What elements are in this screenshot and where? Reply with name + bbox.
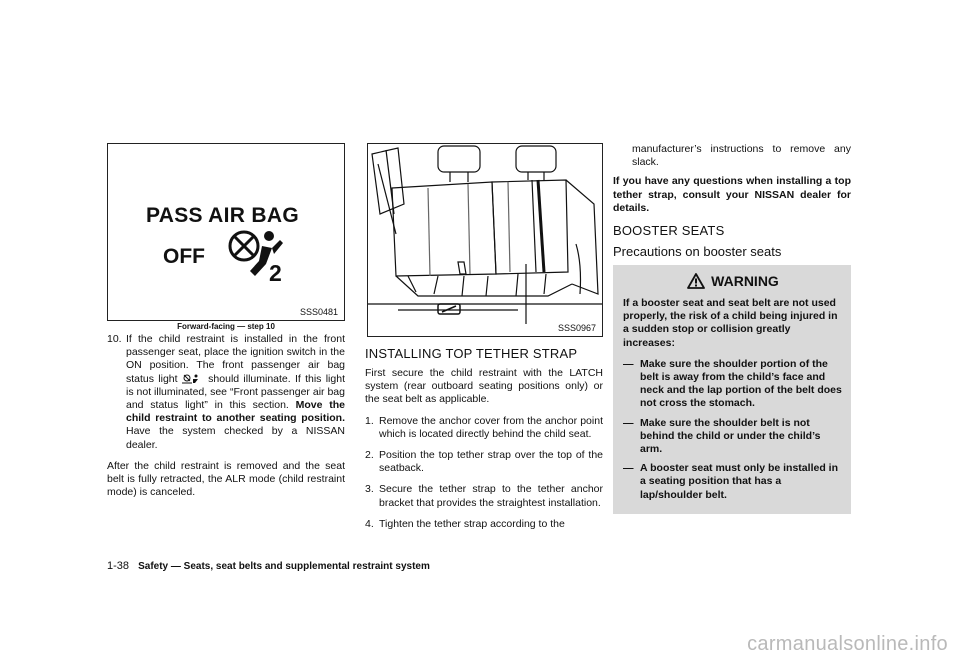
icon-number: 2 — [269, 260, 282, 286]
subheading-precautions: Precautions on booster seats — [613, 244, 782, 260]
list-item — [623, 358, 843, 411]
dash-marker: — — [623, 462, 634, 475]
list-item — [365, 483, 603, 509]
page-footer — [107, 560, 430, 572]
list-item — [623, 462, 843, 502]
rear-seat-illustration — [368, 144, 603, 337]
step-10-text-b: should illuminate. If this light is not illuminated, see “Front passenger air bag and status light” in this section. — [126, 372, 345, 412]
column-left — [107, 143, 345, 507]
warning-item: Make sure the shoulder belt is not behind the child or under the child’s arm. — [640, 416, 821, 456]
warning-title: WARNING — [711, 273, 779, 290]
figure-rear-seat-tether — [367, 143, 603, 337]
step-10-bold: Move the child restraint to another seating position. — [126, 399, 346, 425]
watermark: carmanualsonline.info — [747, 633, 948, 655]
step-number: 1. — [365, 414, 374, 427]
step-text: Secure the tether strap to the tether anchor bracket that provides the straightest installation. — [379, 483, 603, 509]
list-item — [623, 417, 843, 457]
tether-intro: First secure the child restraint with the LATCH system (rear outboard seating positions only) or the seat belt as applicable. — [365, 367, 603, 406]
passenger-airbag-off-icon — [222, 224, 298, 296]
figure-pass-airbag-off — [107, 143, 345, 321]
warning-item: Make sure the shoulder portion of the belt is away from the child’s face and neck and the lap portion of the belt does not cross the stomach. — [640, 357, 842, 410]
airbag-status-light-icon — [182, 374, 204, 384]
chapter-title: Safety — Seats, seat belts and supplemental restraint system — [138, 561, 430, 572]
step-text: Tighten the tether strap according to the — [379, 517, 565, 530]
warning-intro: If a booster seat and seat belt are not used properly, the risk of a child being injured in a sudden stop or collision greatly increases: — [623, 297, 838, 349]
warning-header — [623, 273, 843, 289]
dealer-note: If you have any questions when installing a top tether strap, consult your NISSAN dealer for details. — [613, 175, 851, 214]
step-number: 3. — [365, 483, 374, 496]
column-right — [613, 143, 851, 514]
step-10-text-a: If the child restraint is installed in the front passenger seat, place the ignition switch in the ON position. The front passenger air bag status light — [126, 333, 345, 385]
page-number: 1-38 — [107, 560, 130, 572]
step-4-continuation: manufacturer’s instructions to remove any slack. — [632, 143, 851, 169]
dash-marker: — — [623, 416, 634, 429]
step-text: Position the top tether strap over the top of the seatback. — [379, 449, 603, 475]
step-number: 4. — [365, 517, 374, 530]
warning-triangle-icon — [687, 273, 705, 289]
figure-id: SSS0967 — [557, 323, 596, 333]
section-heading-booster: BOOSTER SEATS — [613, 223, 725, 239]
step-10-text-c: Have the system checked by a NISSAN dealer. — [126, 425, 345, 451]
warning-item: A booster seat must only be installed in a seating position that has a lap/shoulder belt. — [640, 462, 838, 501]
warning-box — [613, 265, 851, 514]
step-10 — [107, 333, 345, 452]
dash-marker: — — [623, 357, 634, 370]
section-heading-tether: INSTALLING TOP TETHER STRAP — [365, 346, 578, 361]
off-label: OFF — [163, 245, 205, 268]
step-number: 10. — [107, 333, 122, 345]
figure-caption: Forward-facing — step 10 — [177, 322, 275, 331]
list-item — [365, 415, 603, 441]
pass-air-bag-label: PASS AIR BAG — [146, 204, 299, 227]
figure-id: SSS0481 — [299, 307, 338, 317]
step-text: Remove the anchor cover from the anchor point which is located directly behind the child seat. — [379, 414, 603, 440]
step-number: 2. — [365, 449, 374, 462]
alr-paragraph: After the child restraint is removed and the seat belt is fully retracted, the ALR mode (child restraint mode) is canceled. — [107, 459, 345, 499]
column-middle — [365, 143, 603, 539]
list-item — [365, 449, 603, 475]
list-item — [365, 518, 603, 531]
